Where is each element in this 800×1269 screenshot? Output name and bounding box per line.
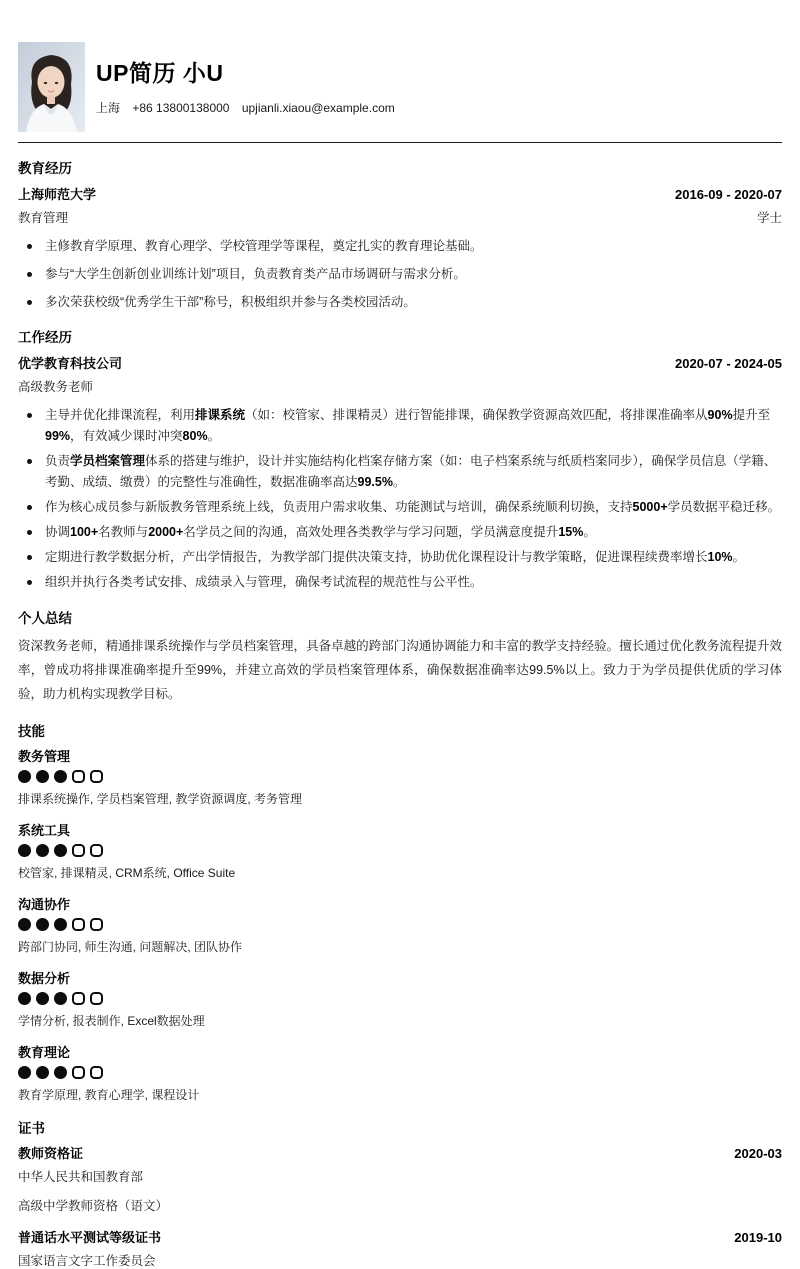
skill-dot-empty [72,844,85,857]
skill-item [18,894,782,955]
certificate-detail: 高级中学教师资格（语文） [18,1199,169,1213]
section-title-work: 工作经历 [18,330,72,345]
skill-dot-filled [18,844,31,857]
section-title-education: 教育经历 [18,161,72,176]
skill-level-dots [18,844,782,857]
skill-dot-filled [36,770,49,783]
education-bullet: 多次荣获校级“优秀学生干部”称号，积极组织并参与各类校园活动。 [18,292,782,312]
work-bullet: 定期进行教学数据分析，产出学情报告，为教学部门提供决策支持，协助优化课程设计与教学策略，促进课程续费率增长10%。 [18,547,782,568]
skill-dot-filled [36,1066,49,1079]
skill-dot-filled [36,918,49,931]
certificate-header [18,1143,782,1162]
work-bullet: 主导并优化排课流程，利用排课系统（如：校管家、排课精灵）进行智能排课，确保教学资源高效匹配，将排课准确率从90%提升至99%，有效减少课时冲突80%。 [18,405,782,447]
skill-dot-empty [72,770,85,783]
skill-dot-empty [90,770,103,783]
skill-dot-filled [54,1066,67,1079]
skill-dot-empty [72,1066,85,1079]
section-skills [18,720,782,1103]
skill-level-dots [18,992,782,1005]
section-certificates [18,1117,782,1269]
work-role: 高级教务老师 [18,380,94,394]
section-work [18,326,782,593]
certificate-date: 2019-10 [734,1230,782,1245]
skill-dot-filled [18,918,31,931]
skill-dot-filled [54,844,67,857]
section-title-summary: 个人总结 [18,611,72,626]
work-company: 优学教育科技公司 [18,356,123,371]
certificate-header [18,1227,782,1246]
skill-dot-filled [54,770,67,783]
profile-photo-illustration [18,42,85,132]
skill-detail: 校管家, 排课精灵, CRM系统, Office Suite [18,866,236,880]
profile-photo [18,42,85,132]
skill-detail: 教育学原理, 教育心理学, 课程设计 [18,1088,200,1102]
skill-level-dots [18,1066,782,1079]
certificate-item [18,1143,782,1214]
section-summary [18,607,782,706]
work-bullet: 组织并执行各类考试安排、成绩录入与管理，确保考试流程的规范性与公平性。 [18,572,782,593]
certificate-list [18,1143,782,1269]
certificate-name: 教师资格证 [18,1146,84,1161]
identity-block [85,42,404,116]
section-title-skills: 技能 [18,724,45,739]
certificate-date: 2020-03 [734,1146,782,1161]
skill-dot-filled [36,844,49,857]
skill-name: 教务管理 [18,749,71,764]
skill-level-dots [18,918,782,931]
education-bullet: 参与“大学生创新创业训练计划”项目，负责教育类产品市场调研与需求分析。 [18,264,782,284]
education-date: 2016-09 - 2020-07 [675,187,782,202]
contact-email: upjianli.xiaou@example.com [241,101,395,115]
skills-list [18,746,782,1103]
skill-dot-filled [18,992,31,1005]
certificate-item [18,1227,782,1269]
education-bullet: 主修教育学原理、教育心理学、学校管理学等课程，奠定扎实的教育理论基础。 [18,236,782,256]
work-bullet: 协调100+名教师与2000+名学员之间的沟通，高效处理各类教学与学习问题，学员满意度提升15%。 [18,522,782,543]
skill-dot-filled [18,770,31,783]
work-date: 2020-07 - 2024-05 [675,356,782,371]
certificate-name: 普通话水平测试等级证书 [18,1230,162,1245]
skill-item [18,968,782,1029]
contact-info [96,99,404,116]
education-bullet-list [18,236,782,312]
resume-header [18,42,782,132]
skill-detail: 跨部门协同, 师生沟通, 问题解决, 团队协作 [18,940,243,954]
work-bullet-list [18,405,782,593]
skill-name: 教育理论 [18,1045,71,1060]
skill-dot-empty [90,918,103,931]
skill-dot-empty [90,844,103,857]
skill-item [18,746,782,807]
section-title-certificates: 证书 [18,1121,45,1136]
header-divider [18,142,782,143]
skill-item [18,1042,782,1103]
section-education [18,157,782,312]
skill-name: 沟通协作 [18,897,71,912]
education-major: 教育管理 [18,211,69,225]
skill-detail: 排课系统操作, 学员档案管理, 教学资源调度, 考务管理 [18,792,303,806]
education-degree: 学士 [756,211,782,225]
skill-name: 系统工具 [18,823,71,838]
skill-dot-filled [18,1066,31,1079]
skill-item [18,820,782,881]
contact-phone: +86 13800138000 [132,101,230,115]
skill-dot-empty [90,992,103,1005]
skill-dot-empty [90,1066,103,1079]
skill-name: 数据分析 [18,971,71,986]
work-bullet: 负责学员档案管理体系的搭建与维护，设计并实施结构化档案存储方案（如：电子档案系统与纸质档案同步），确保学员信息（学籍、考勤、成绩、缴费）的完整性与准确性，数据准确率高达99.5%。 [18,451,782,493]
skill-dot-filled [36,992,49,1005]
skill-detail: 学情分析, 报表制作, Excel数据处理 [18,1014,205,1028]
skill-dot-filled [54,992,67,1005]
contact-location: 上海 [96,101,121,115]
candidate-name: UP简历 小U [96,60,224,86]
certificate-issuer: 国家语言文字工作委员会 [18,1254,156,1268]
skill-dot-empty [72,918,85,931]
skill-dot-empty [72,992,85,1005]
skill-level-dots [18,770,782,783]
education-school: 上海师范大学 [18,187,97,202]
work-bullet: 作为核心成员参与新版教务管理系统上线，负责用户需求收集、功能测试与培训，确保系统顺利切换，支持5000+学员数据平稳迁移。 [18,497,782,518]
skill-dot-filled [54,918,67,931]
summary-text: 资深教务老师，精通排课系统操作与学员档案管理，具备卓越的跨部门沟通协调能力和丰富的教学支持经验。擅长通过优化教务流程提升效率，曾成功将排课准确率提升至99%，并建立高效的学员档案管理体系，确保数据准确率达99.5%以上。致力于为学员提供优质的学习体验，助力机构实现教学目标。 [18,639,782,701]
certificate-issuer: 中华人民共和国教育部 [18,1170,144,1184]
